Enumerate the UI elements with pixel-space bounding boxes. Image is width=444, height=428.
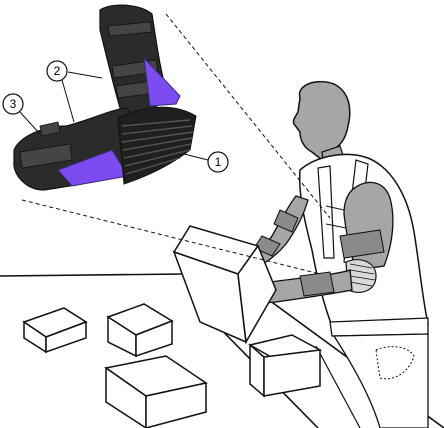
- box-middle: [108, 304, 172, 356]
- callout-3-label: 3: [9, 97, 17, 111]
- leader-3: [20, 112, 40, 134]
- callout-1-label: 1: [214, 155, 222, 169]
- leader-1: [184, 154, 208, 160]
- exosuit-inset: [14, 5, 208, 190]
- callout-1: [208, 152, 228, 172]
- callout-2: [47, 61, 67, 81]
- callout-2-label: 2: [53, 64, 61, 78]
- box-right: [250, 335, 320, 396]
- box-large-bottom: [106, 356, 206, 428]
- actuator-plate-upper: [144, 58, 180, 106]
- box-small-left: [24, 308, 86, 352]
- callout-3: [3, 94, 23, 114]
- leader-2b: [62, 80, 74, 122]
- leader-2a: [68, 72, 102, 78]
- bellows-actuator: [118, 107, 196, 184]
